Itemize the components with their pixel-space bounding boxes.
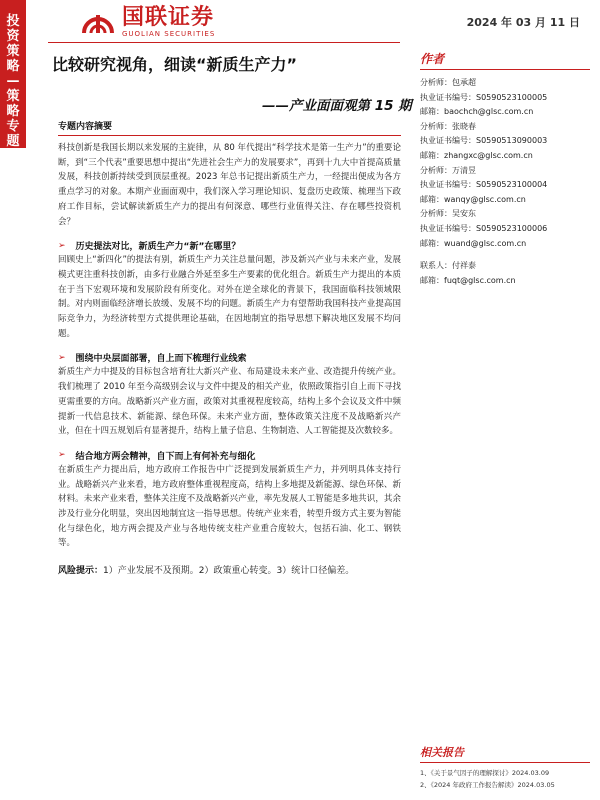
analyst-email[interactable]: 邮箱：wuand@glsc.com.cn — [420, 238, 527, 248]
analyst-email[interactable]: 邮箱：baochch@glsc.com.cn — [420, 107, 534, 117]
bullet-paragraph: 新质生产力中提及的目标包含培育壮大新兴产业、布局建设未来产业、改造提升传统产业。我们梳理了 2010 年至今高级别会议与文件中提及的相关产业，依照政策指引自上而下寻找更需重要的方向。战略新兴产业方面，政策对其重视程度较高，结构上多个会议及文件中频提新一代信息技术、新能源、绿色环保。未来产业方面，整体政策关注度不及战略新兴产业，但在十四五规划后有显著提升，结构上量子信息、生物制造、人工智能提及次数较多。 — [58, 367, 401, 437]
analyst-cert: 执业证书编号：S0590523100006 — [420, 223, 548, 233]
header-divider — [48, 42, 400, 43]
section-title: 专题内容摘要 — [58, 122, 113, 132]
company-logo — [80, 4, 215, 40]
sidebar — [0, 0, 26, 800]
analyst-cert: 执业证书编号：S0590523100005 — [420, 92, 548, 102]
tag-char: 题 — [6, 134, 20, 149]
bullet-paragraph: 回顾史上“新四化”的提法有别，新质生产力关注总量问题，涉及新兴产业与未来产业，发展模式更注重科技创新，由多行业融合外延至多生产要素的优化组合。新质生产力提出的本质在于当下宏观环境和发展阶段有所变化。对外在逆全球化的背景下，我国面临科技领域限制。对内则面临经济增长放缓、发展不均的问题。新质生产力有望帮助我国科技产业提高国际竞争力，为经济转型方式提供理论基础，在因地制宜的指导思想下解决地区发展不均问题。 — [58, 255, 401, 339]
analyst-name: 分析师：张晓春 — [420, 121, 476, 131]
analyst-cert: 执业证书编号：S0590523100004 — [420, 180, 548, 190]
tag-char: 略 — [6, 59, 20, 74]
main-content — [58, 120, 401, 576]
risk-label: 风险提示： — [58, 566, 104, 577]
arrow-bullet-icon: ➢ — [58, 240, 66, 251]
intro-paragraph: 科技创新是我国长期以来发展的主旋律，从 80 年代提出“科学技术是第一生产力”的重要论断，到“三个代表”重要思想中提出“先进社会生产力的发展要求”，再到十九大中首提高质量发展，科技创新持续受到顶层重视。2023 年总书记提出新质生产力，一经提出便成为各方重点学习的对象。本期产业面面观中，我们深入学习理论知识、复盘历史政策、梳理当下政府工作目标，尝试解读新质生产力的提出有何深意、哪些行业值得关注、存在哪些投资机会？ — [58, 143, 401, 227]
report-subtitle: ——产业面面观第 15 期 — [262, 98, 412, 114]
bullet-title: 围绕中央层面部署，自上而下梳理行业线索 — [75, 354, 247, 365]
analyst-email[interactable]: 邮箱：wanqy@glsc.com.cn — [420, 194, 526, 204]
tag-char: 策 — [6, 44, 20, 59]
logo-name-cn: 国联证券 — [122, 5, 215, 30]
analyst-name: 分析师：包承超 — [420, 78, 476, 87]
related-heading: 相关报告 — [420, 744, 590, 763]
tag-char: — — [6, 74, 20, 89]
contact-name: 联系人：付祥泰 — [420, 261, 476, 271]
related-reports — [420, 744, 590, 791]
author-panel — [420, 50, 590, 288]
bullet-heading — [58, 239, 401, 252]
tag-char: 专 — [6, 119, 20, 134]
logo-mark-icon — [80, 7, 116, 37]
report-type-tag — [0, 0, 26, 148]
related-report-link[interactable]: 2、《2024 年政府工作报告解读》2024.03.05 — [420, 781, 555, 789]
risk-warning — [58, 563, 401, 576]
tag-char: 投 — [6, 14, 20, 29]
risk-text: 1）产业发展不及预期。2）政策重心转变。3）统计口径偏差。 — [103, 566, 355, 577]
bullet-title: 历史提法对比，新质生产力“新”在哪里？ — [75, 242, 241, 253]
tag-char: 略 — [6, 104, 20, 119]
arrow-bullet-icon: ➢ — [58, 352, 66, 363]
bullet-heading — [58, 449, 401, 462]
bullet-title: 结合地方两会精神，自下而上有何补充与细化 — [75, 451, 256, 462]
analyst-email[interactable]: 邮箱：zhangxc@glsc.com.cn — [420, 150, 533, 160]
bullet-heading — [58, 351, 401, 364]
contact-email[interactable]: 邮箱：fuqt@glsc.com.cn — [420, 275, 516, 285]
tag-char: 策 — [6, 89, 20, 104]
author-heading: 作者 — [420, 50, 590, 70]
arrow-bullet-icon: ➢ — [58, 450, 66, 461]
logo-name-en: GUOLIAN SECURITIES — [122, 30, 216, 38]
report-title: 比较研究视角，细读“新质生产力” — [52, 55, 298, 74]
bullet-paragraph: 在新质生产力提出后，地方政府工作报告中广泛提到发展新质生产力，并列明具体支持行业。战略新兴产业来看，地方政府整体重视程度高，结构上多地提及新能源、绿色环保、新材料。未来产业来看，整体关注度不及战略新兴产业，率先发展人工智能是多地共识，其余涉及行业分化明显，突出因地制宜这一指导思想。传统产业来看，转型升级方式主要为智能化与绿色化，地方两会提及产业与各地传统支柱产业重合度较大，包括石油、化工、钢铁等。 — [58, 464, 401, 549]
related-report-link[interactable]: 1、《关于景气因子的理解探讨》2024.03.09 — [420, 769, 550, 777]
analyst-name: 分析师：万清昱 — [420, 165, 476, 175]
section-divider — [58, 135, 401, 136]
analyst-cert: 执业证书编号：S0590513090003 — [420, 136, 548, 146]
tag-char: 资 — [6, 29, 20, 44]
analyst-name: 分析师：吴安东 — [420, 209, 476, 219]
report-date: 2024 年 03 月 11 日 — [466, 16, 580, 29]
